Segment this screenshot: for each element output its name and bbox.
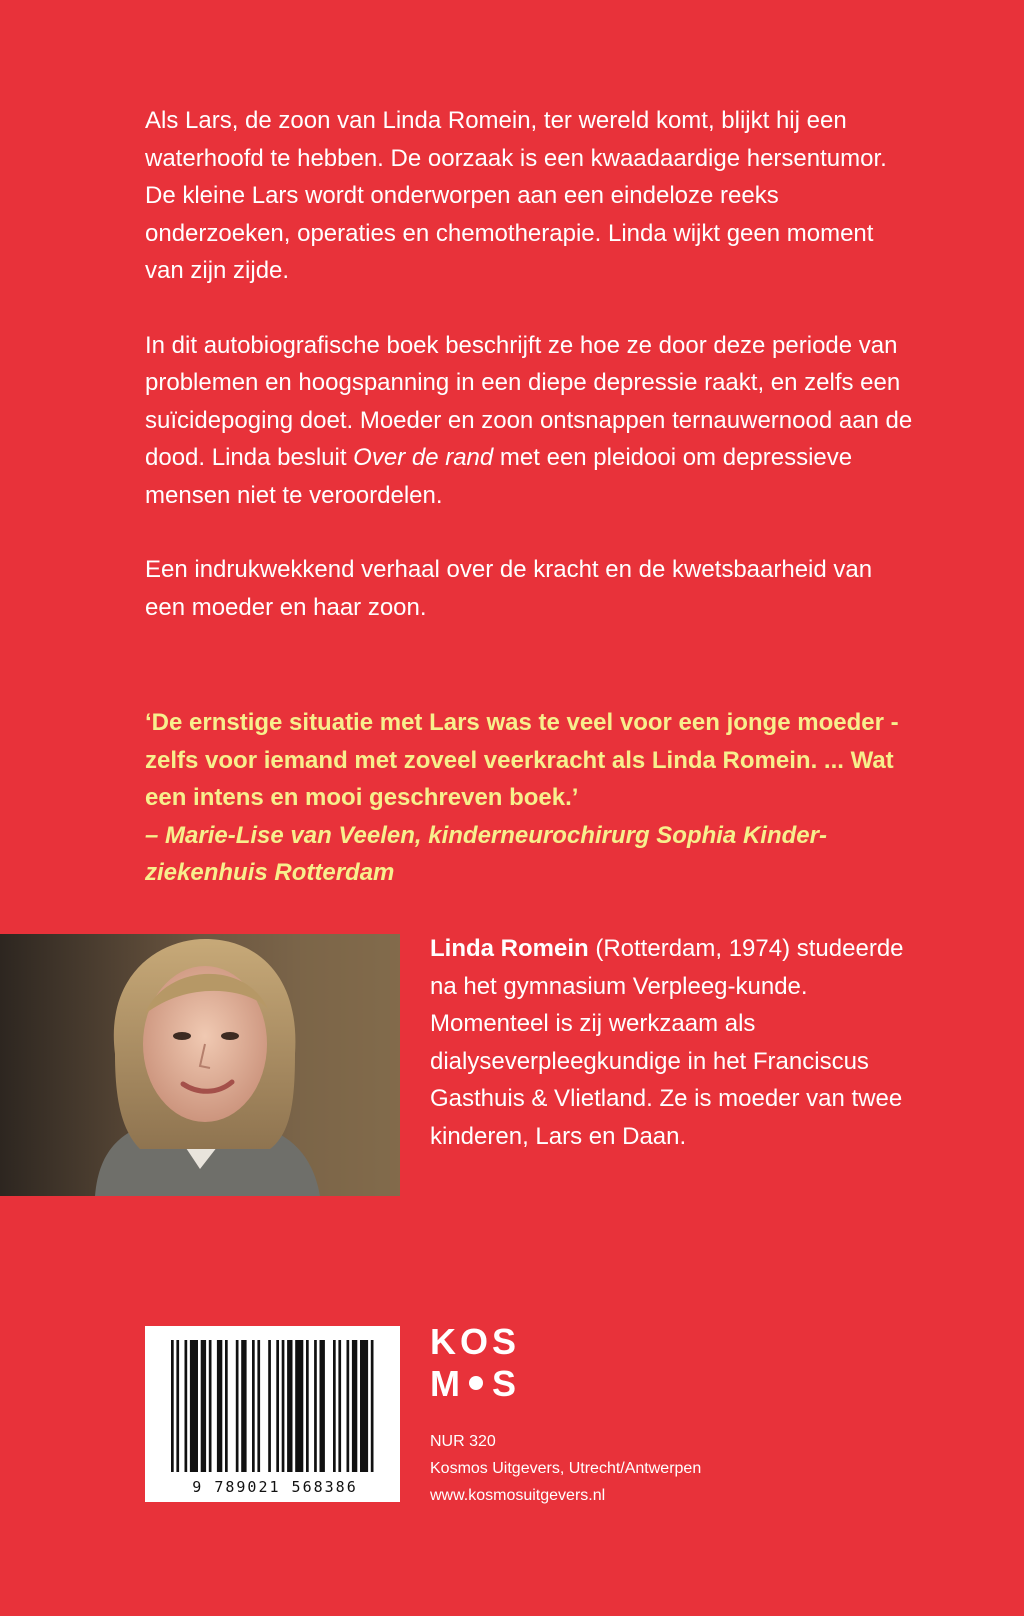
barcode-bar xyxy=(225,1340,228,1472)
publisher-name: Kosmos Uitgevers, Utrecht/Antwerpen xyxy=(430,1460,702,1477)
barcode-bar xyxy=(282,1340,285,1472)
barcode-bar xyxy=(347,1340,350,1472)
barcode-bar xyxy=(295,1340,303,1472)
barcode-bar xyxy=(236,1340,239,1472)
author-portrait-image xyxy=(0,934,400,1196)
barcode-bar xyxy=(306,1340,309,1472)
barcode-bar xyxy=(241,1340,246,1472)
imprint xyxy=(430,1428,850,1509)
logo-letter-k: K xyxy=(430,1322,456,1362)
barcode-bar xyxy=(217,1340,222,1472)
publisher-website: www.kosmosuitgevers.nl xyxy=(430,1487,606,1504)
barcode-bar xyxy=(276,1340,279,1472)
review-quote xyxy=(145,704,905,892)
author-name: Linda Romein xyxy=(430,935,589,962)
barcode-bar xyxy=(360,1340,368,1472)
logo-dot xyxy=(469,1376,483,1390)
blurb-paragraph-1: Als Lars, de zoon van Linda Romein, ter wereld komt, blijkt hij een waterhoofd te hebben. De oorzaak is een kwaadaardige hersentumor. De kleine Lars wordt onderworpen aan een eindeloze reeks onderzoeken, operaties en chemotherapie. Linda wijkt geen moment van zijn zijde. xyxy=(145,107,887,284)
logo-letter-m: M xyxy=(430,1363,460,1402)
barcode-bar xyxy=(314,1340,317,1472)
isbn-digits: 9 789021 568386 xyxy=(192,1478,358,1496)
blurb xyxy=(145,102,915,663)
barcode-bar xyxy=(171,1340,174,1472)
barcode-bar xyxy=(287,1340,292,1472)
kosmos-logo-mark xyxy=(430,1322,530,1402)
barcode-bar xyxy=(209,1340,212,1472)
barcode-bar xyxy=(176,1340,179,1472)
author-photo xyxy=(0,934,400,1196)
nur-code: NUR 320 xyxy=(430,1433,496,1450)
barcode-bar xyxy=(257,1340,260,1472)
barcode-bar xyxy=(333,1340,336,1472)
blurb-p2-start: In dit autobiografische boek beschrijft ze hoe ze door deze periode van problemen en hoogspanning in een diepe depressie raakt, en zelfs een suïcidepoging doet. Moeder en zoon ontsnappen ternauwernood aan de dood. Linda besluit xyxy=(145,331,913,471)
barcode-bar xyxy=(185,1340,188,1472)
blurb-paragraph-2 xyxy=(145,327,915,515)
author-bio xyxy=(430,930,910,1155)
quote-attribution: – Marie-Lise van Veelen, kinderneurochirurg Sophia Kinder-ziekenhuis Rotterdam xyxy=(145,821,827,886)
author-bio-text: (Rotterdam, 1974) studeerde na het gymnasium Verpleeg-kunde. Momenteel is zij werkzaam als dialyseverpleegkundige in het Franciscus Gasthuis & Vlietland. Ze is moeder van twee kinderen, Lars en Daan. xyxy=(430,935,904,1150)
book-title: Over de rand xyxy=(353,444,494,471)
logo-letter-o: O xyxy=(460,1322,489,1362)
barcode-bar xyxy=(338,1340,341,1472)
blurb-p2-end: met een pleidooi om depressieve mensen niet te veroordelen. xyxy=(145,444,853,509)
barcode-bar xyxy=(352,1340,357,1472)
isbn-barcode xyxy=(145,1326,400,1502)
quote-text: ‘De ernstige situatie met Lars was te veel voor een jonge moeder - zelfs voor iemand met zoveel veerkracht als Linda Romein. ... Wat een intens en mooi geschreven boek.’ xyxy=(145,709,899,811)
barcode-bar xyxy=(201,1340,206,1472)
logo-letter-s2: S xyxy=(492,1363,517,1402)
barcode-bar xyxy=(268,1340,271,1472)
kosmos-logo xyxy=(430,1322,530,1402)
barcode-bars xyxy=(145,1326,400,1502)
barcode-bar xyxy=(190,1340,198,1472)
blurb-paragraph-3: Een indrukwekkend verhaal over de kracht en de kwetsbaarheid van een moeder en haar zoon. xyxy=(145,556,873,621)
logo-letter-s1: S xyxy=(492,1322,517,1362)
barcode-bar xyxy=(252,1340,255,1472)
barcode-bar xyxy=(371,1340,374,1472)
barcode-bar xyxy=(320,1340,325,1472)
